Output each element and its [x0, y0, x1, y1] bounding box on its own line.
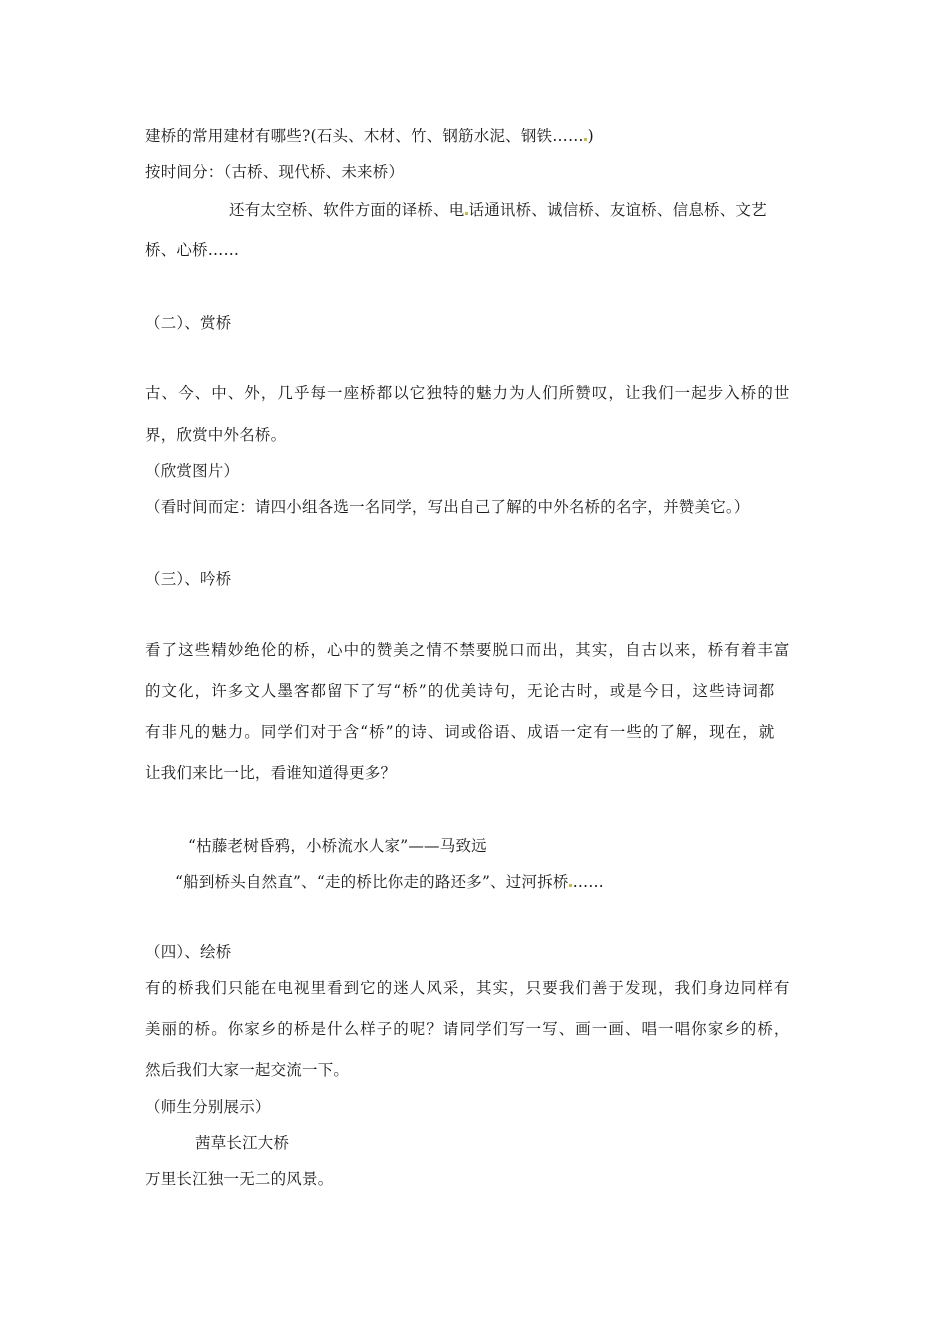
bridge-title: 茜草长江大桥: [195, 1134, 290, 1152]
materials-line: [145, 126, 815, 146]
extra-bridges-line-2: 桥、心桥……: [145, 241, 240, 259]
extra-text-a: 还有太空桥、软件方面的译桥、电: [229, 201, 465, 219]
section-2-heading: （二）、赏桥: [145, 314, 232, 332]
extra-text-b: 话通讯桥、诚信桥、友谊桥、信息桥、文艺: [468, 201, 767, 219]
quote-text-b: ……: [572, 873, 605, 891]
materials-text-end: ): [587, 127, 594, 145]
section-2-note-2: （看时间而定：请四小组各选一名同学，写出自己了解的中外名桥的名字，并赞美它。）: [145, 498, 750, 516]
section-3-para-line-4: 让我们来比一比，看谁知道得更多？: [145, 764, 397, 782]
section-4-para-line-1: 有的桥我们只能在电视里看到它的迷人风采，其实，只要我们善于发现，我们身边同样有: [145, 979, 791, 997]
section-4-para-line-2: 美丽的桥。你家乡的桥是什么样子的呢？请同学们写一写、画一画、唱一唱你家乡的桥，: [145, 1020, 791, 1038]
section-3-heading: （三）、吟桥: [145, 570, 232, 588]
section-4-heading: （四）、绘桥: [145, 943, 232, 961]
by-time-line: 按时间分：（古桥、现代桥、未来桥）: [145, 163, 405, 181]
section-3-para-line-3: 有非凡的魅力。同学们对于含“桥”的诗、词或俗语、成语一定有一些的了解，现在，就: [145, 723, 776, 741]
section-2-note-1: （欣赏图片）: [145, 462, 240, 480]
section-4-para-line-3: 然后我们大家一起交流一下。: [145, 1061, 350, 1079]
quote-text-a: “船到桥头自然直”、“走的桥比你走的路还多”、过河拆桥: [175, 873, 569, 891]
bridge-description: 万里长江独一无二的风景。: [145, 1170, 334, 1188]
poem-quote-line-1: “枯藤老树昏鸦，小桥流水人家”——马致远: [188, 837, 487, 855]
section-4-note: （师生分别展示）: [145, 1098, 271, 1116]
materials-text: 建桥的常用建材有哪些?(石头、木材、竹、钢筋水泥、钢铁……: [145, 127, 584, 145]
section-2-para-line-2: 界，欣赏中外名桥。: [145, 426, 287, 444]
section-2-para-line-1: 古、今、中、外，几乎每一座桥都以它独特的魅力为人们所赞叹，让我们一起步入桥的世: [145, 384, 791, 402]
poem-quote-line-2: [175, 872, 845, 892]
extra-bridges-line-1: [229, 200, 819, 220]
section-3-para-line-2: 的文化，许多文人墨客都留下了写“桥”的优美诗句，无论古时，或是今日，这些诗词都: [145, 682, 776, 700]
section-3-para-line-1: 看了这些精妙绝伦的桥，心中的赞美之情不禁要脱口而出，其实，自古以来，桥有着丰富: [145, 641, 791, 659]
